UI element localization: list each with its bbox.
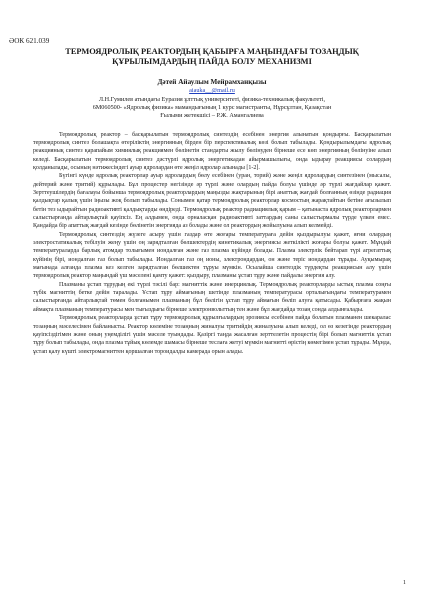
title-line-2: ҚҰРЫЛЫМДАРДЫҢ ПАЙДА БОЛУ МЕХАНИЗМІ bbox=[112, 57, 312, 66]
title-line-1: ТЕРМОЯДРОЛЫҚ РЕАКТОРДЫҢ ҚАБЫРҒА МАҢЫНДАҒЫ ТОЗАҢДЫҚ bbox=[65, 47, 359, 56]
author-email-link[interactable]: aiauka__@mail.ru bbox=[189, 87, 235, 94]
paragraph: Плазманы ұстап тұрудың екі түрлі тәсілі бар: магниттік және инерциялық. Термоядролық реакторларды ыстық плазма соңғы түбік магниттің бетке дейін таралады. Ұстап тұру аймағының шетінде плазманың температурасы орталығындағы температурамен салыстырғанда айтарлықтай төмен болғанымен плазманың бұл бөлігін ұстап тұру аймағын бөліп алуға қатысады. Қабырғаға жақын аймақта плазманың температурасы мен тығыздығы бірнеше электронвольттың тен және бұл жағдайда тозаң сонда алдынғалады. bbox=[33, 281, 391, 313]
paragraph: Бүгінгі күнде ядролық реакторлар ауыр ядролардың бөлу есебінен (уран, торий) және жеңіл ядролардың синтезінен (мысалы, дейтерий және тритий) құрылады. Бұл процестер негізінде әр түрлі және олардың пайда болуы үшінде әр түрлі жағдайлар қажет. Зерттеушілердің бағалауы бойынша термоядролық реакторлардың маңызды жақтарының бірі анаттық жағдай болғанның өзінде радиация қалдықтар қалық үшін іңызы жоқ болып табылады. Сонымен қатар термоядролық реакторлар космостың жарақтайтын бетіне ағызылып бетін тез ыдырайтын радиоактивті қалдықтарды өндіреді. Термоядролық реактор радиациялық қарым – қатынаста ядролық реакторлармен салыстырғанда айтарлықтай қауіпсіз. Ең алдымен, онда орналасқан радиоактивті заттардың саны салыстырмалы түрде үлкен емес. Қандайда бір апаттық жағдай кезінде бөлінетін энергияда аз болады және ол реактордың жойылуына алып келмейді. bbox=[33, 173, 391, 230]
affiliation-line-1: Л.Н.Гумилев атындағы Еуразия ұлттық университеті, физика-техникалық факультеті, bbox=[98, 96, 326, 103]
paragraph: Термоядролық реакторларда ұстап тұру термоядролық құрылғылардың эрозиясы есебінен пайда болатын плазманен шекаралас тозаңның мәселесімен байланысты. Реактор көлеміне тозаңның жиналуы тритийдің жиналуына алып келеді, ол өз кезегінде реактордың қауіпсіздігімен және оның уңемділігі үшін мәселе туындады. Қазіргі таңда жасалған зерттелетін процестің бірі болып магниттік ұстап тұру болып табылады, онда плазма тұйық көлемде шамасы бірнеше теслаға жетуі мүмкін магнитті өрістің көмегімен ұстап тұрады. Мұнда, ұстап қалу күшті электромагниттен қоршалған тороидалды камерада орын алады. bbox=[33, 315, 391, 355]
author-name: Дәтей Айаулым Мейрамханқызы bbox=[157, 78, 267, 86]
page-number: 1 bbox=[403, 580, 406, 586]
supervisor-line: Ғылыми жетекшісі – Р.Ж. Амангалиева bbox=[160, 112, 264, 120]
affiliation bbox=[33, 96, 391, 121]
affiliation-line-2: 6М060500- «Ядролық физика» мамандығының 1 курс магистранты, Нұрсұлтан, Қазақстан bbox=[92, 104, 332, 112]
paragraph: Термоядролық синтездің жүзеге асыру үшін газдар өте жоғары температураға дейін қыздырылуы қажет, яғни олардың электростатикалық тебілуін жеңу үшін оң зарядталған бөлшектердің кинетикалық энергиясы жеткілікті жоғары болуы қажет. Мұндай температураларда барлық атомдар толығымен иондалған және газ плазма күйінде болады. Плазма электрлік бейтарап түрі агрегаттық күйінің бірі, иондалған газ болып табылады. Иондалған газ оң ионы, электрондардан, он және теріс иондардан тұрады. Ауқымырақ мағынада алғанда плазма кез келген зарядталған бөлшектен тұруы мүмкін. Осылайша синтездік түрдеқты реакциясын алу үшін термоядролық реактор маңындай үш мәселені қамту қажет: қыздыру, плазманы ұстап тұру және пайдалы энергия алу. bbox=[33, 231, 391, 280]
paper-title bbox=[33, 47, 391, 67]
paragraph: Термоядролық реактор – басқарылатын термоядролық синтездің есебінен энергия алынатын қондырғы. Басқарылатын термоядролық синтез болашақта өтеріліктің энергияның бірден бір перспективалық көзі болып табылады. Қондырылымдағы ядролық реакциянық синтез қарапайым химиялық реакциямен бөлінетін стандарты жылу бөлінуден бірнеше есе көп энергияның бөлінуіне алып келеді. Басқарылатын термоядролық синтез дәстүрлі ядролық энергетикадан айырмашылығы, онда ыдырау реакциясы солардың қолданылады, осының нәтижесіндегі ауыр ядролардан өте жеңіл ядролар алынады [1-2]. bbox=[33, 131, 391, 171]
udk-code: ӘОК 621.039 bbox=[9, 37, 50, 45]
paper-body bbox=[33, 131, 391, 356]
